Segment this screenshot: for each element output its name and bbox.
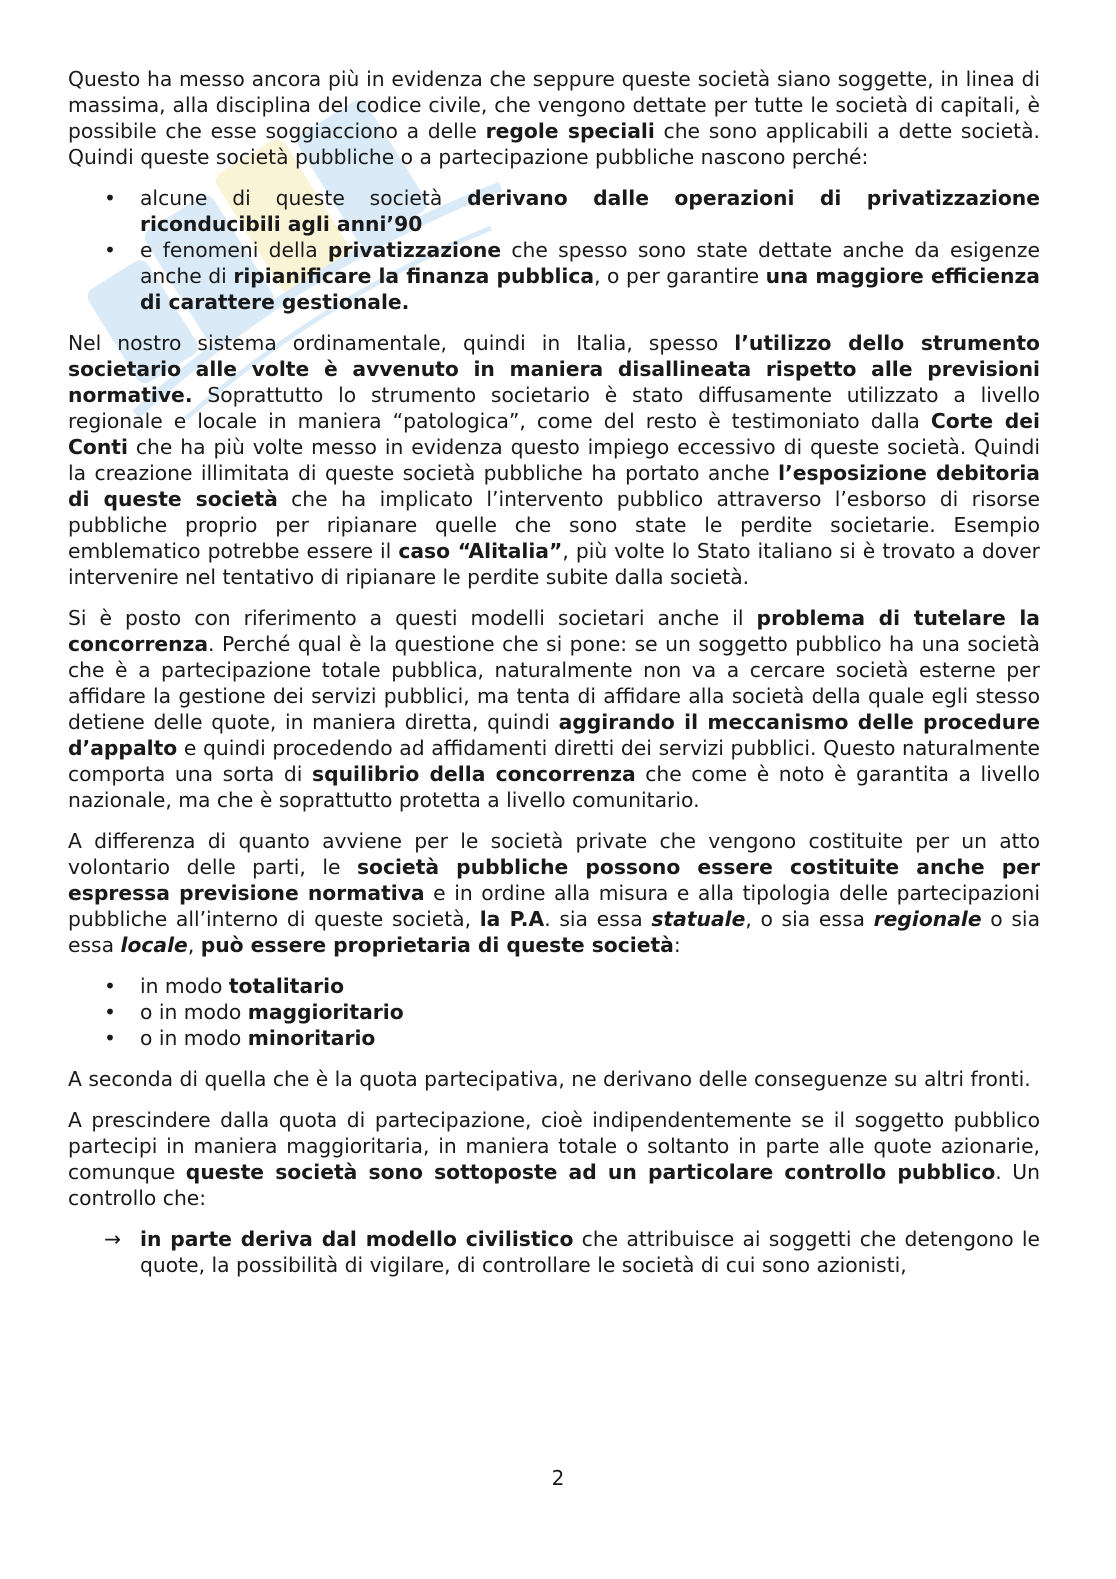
emphasis-text: una maggiore efficienza di carattere gestionale. xyxy=(140,264,1040,314)
paragraph-5: A seconda di quella che è la quota partecipativa, ne derivano delle conseguenze su altri fronti. xyxy=(68,1067,1031,1091)
document-body xyxy=(68,66,1040,1293)
emphasis-text: queste società sono sottoposte ad un particolare controllo pubblico xyxy=(185,1160,996,1184)
paragraph-1: Questo ha messo ancora più in evidenza che seppure queste società siano soggette, in linea di massima, alla disciplina del codice civile, che vengono dettate per tutte le società di capitali, è possibile che esse soggiacciono a delle regole speciali che sono applicabili a dette società. Quindi queste società pubbliche o a partecipazione pubbliche nascono perché: xyxy=(68,67,1040,169)
emphasis-text: squilibrio della concorrenza xyxy=(312,762,636,786)
emphasis-text: locale xyxy=(120,933,188,957)
paragraph-6: A prescindere dalla quota di partecipazione, cioè indipendentemente se il soggetto pubblico partecipi in maniera maggioritaria, in maniera totale o soltanto in parte alle quote azionarie, comunque queste società sono sottoposte ad un particolare controllo pubblico. Un controllo che: xyxy=(68,1108,1040,1210)
list-item: • e fenomeni della privatizzazione che spesso sono state dettate anche da esigenze anche di ripianificare la finanza pubblica, o per garantire una maggiore efficienza di carattere gestionale. xyxy=(68,237,1040,315)
emphasis-text: regionale xyxy=(873,907,982,931)
list-item: • o in modo maggioritario xyxy=(68,999,1040,1025)
emphasis-text: problema di tutelare la concorrenza xyxy=(68,606,1040,656)
emphasis-text: l’utilizzo dello strumento societario alle volte è avvenuto in maniera disallineata rispetto alle previsioni normative. xyxy=(68,331,1040,407)
page-number: 2 xyxy=(551,1466,565,1490)
emphasis-text: società pubbliche possono essere costituite anche per espressa previsione normativa xyxy=(68,855,1040,905)
emphasis-text: minoritario xyxy=(247,1026,376,1050)
emphasis-text: può essere proprietaria di queste società xyxy=(200,933,674,957)
paragraph-3: Si è posto con riferimento a questi modelli societari anche il problema di tutelare la concorrenza. Perché qual è la questione che si pone: se un soggetto pubblico ha una società che è a partecipazione totale pubblica, naturalmente non va a cercare società esterne per affidare la gestione dei servizi pubblici, ma tenta di affidare alla società della quale egli stesso detiene delle quote, in maniera diretta, quindi aggirando il meccanismo delle procedure d’appalto e quindi procedendo ad affidamenti diretti dei servizi pubblici. Questo naturalmente comporta una sorta di squilibrio della concorrenza che come è noto è garantita a livello nazionale, ma che è soprattutto protetta a livello comunitario. xyxy=(68,606,1040,812)
list-control xyxy=(68,1226,1040,1278)
emphasis-text: derivano dalle operazioni di privatizzazione riconducibili agli anni’90 xyxy=(140,186,1040,236)
list-item: • in modo totalitario xyxy=(68,973,1040,999)
emphasis-text: l’esposizione debitoria di queste società xyxy=(68,461,1040,511)
emphasis-text: aggirando il meccanismo delle procedure d’appalto xyxy=(68,710,1040,760)
list-item: → in parte deriva dal modello civilistico che attribuisce ai soggetti che detengono le quote, la possibilità di vigilare, di controllare le società di cui sono azionisti, xyxy=(68,1226,1040,1278)
emphasis-text: caso “Alitalia” xyxy=(398,539,563,563)
emphasis-text: ripianificare la finanza pubblica xyxy=(233,264,595,288)
emphasis-text: privatizzazione xyxy=(327,238,502,262)
emphasis-text: la P.A xyxy=(479,907,545,931)
emphasis-text: regole speciali xyxy=(485,119,655,143)
emphasis-text: in parte deriva dal modello civilistico xyxy=(140,1227,574,1251)
list-item: • alcune di queste società derivano dalle operazioni di privatizzazione riconducibili agli anni’90 xyxy=(68,185,1040,237)
emphasis-text: statuale xyxy=(651,907,746,931)
emphasis-text: Corte dei Conti xyxy=(68,409,1040,459)
paragraph-2: Nel nostro sistema ordinamentale, quindi in Italia, spesso l’utilizzo dello strumento societario alle volte è avvenuto in maniera disallineata rispetto alle previsioni normative. Soprattutto lo strumento societario è stato diffusamente utilizzato a livello regionale e locale in maniera “patologica”, come del resto è testimoniato dalla Corte dei Conti che ha più volte messo in evidenza questo impiego eccessivo di queste società. Quindi la creazione illimitata di queste società pubbliche ha portato anche l’esposizione debitoria di queste società che ha implicato l’intervento pubblico attraverso l’esborso di risorse pubbliche proprio per ripianare quelle che sono state le perdite societarie. Esempio emblematico potrebbe essere il caso “Alitalia”, più volte lo Stato italiano si è trovato a dover intervenire nel tentativo di ripianare le perdite subite dalla società. xyxy=(68,331,1041,589)
list-ownership-modes xyxy=(68,973,1040,1051)
emphasis-text: maggioritario xyxy=(247,1000,404,1024)
list-item: • o in modo minoritario xyxy=(68,1025,1040,1051)
paragraph-4: A differenza di quanto avviene per le società private che vengono costituite per un atto volontario delle parti, le società pubbliche possono essere costituite anche per espressa previsione normativa e in ordine alla misura e alla tipologia delle partecipazioni pubbliche all’interno di queste società, la P.A. sia essa statuale, o sia essa regionale o sia essa locale, può essere proprietaria di queste società: xyxy=(68,829,1040,957)
emphasis-text: totalitario xyxy=(228,974,345,998)
list-origins xyxy=(68,185,1040,315)
